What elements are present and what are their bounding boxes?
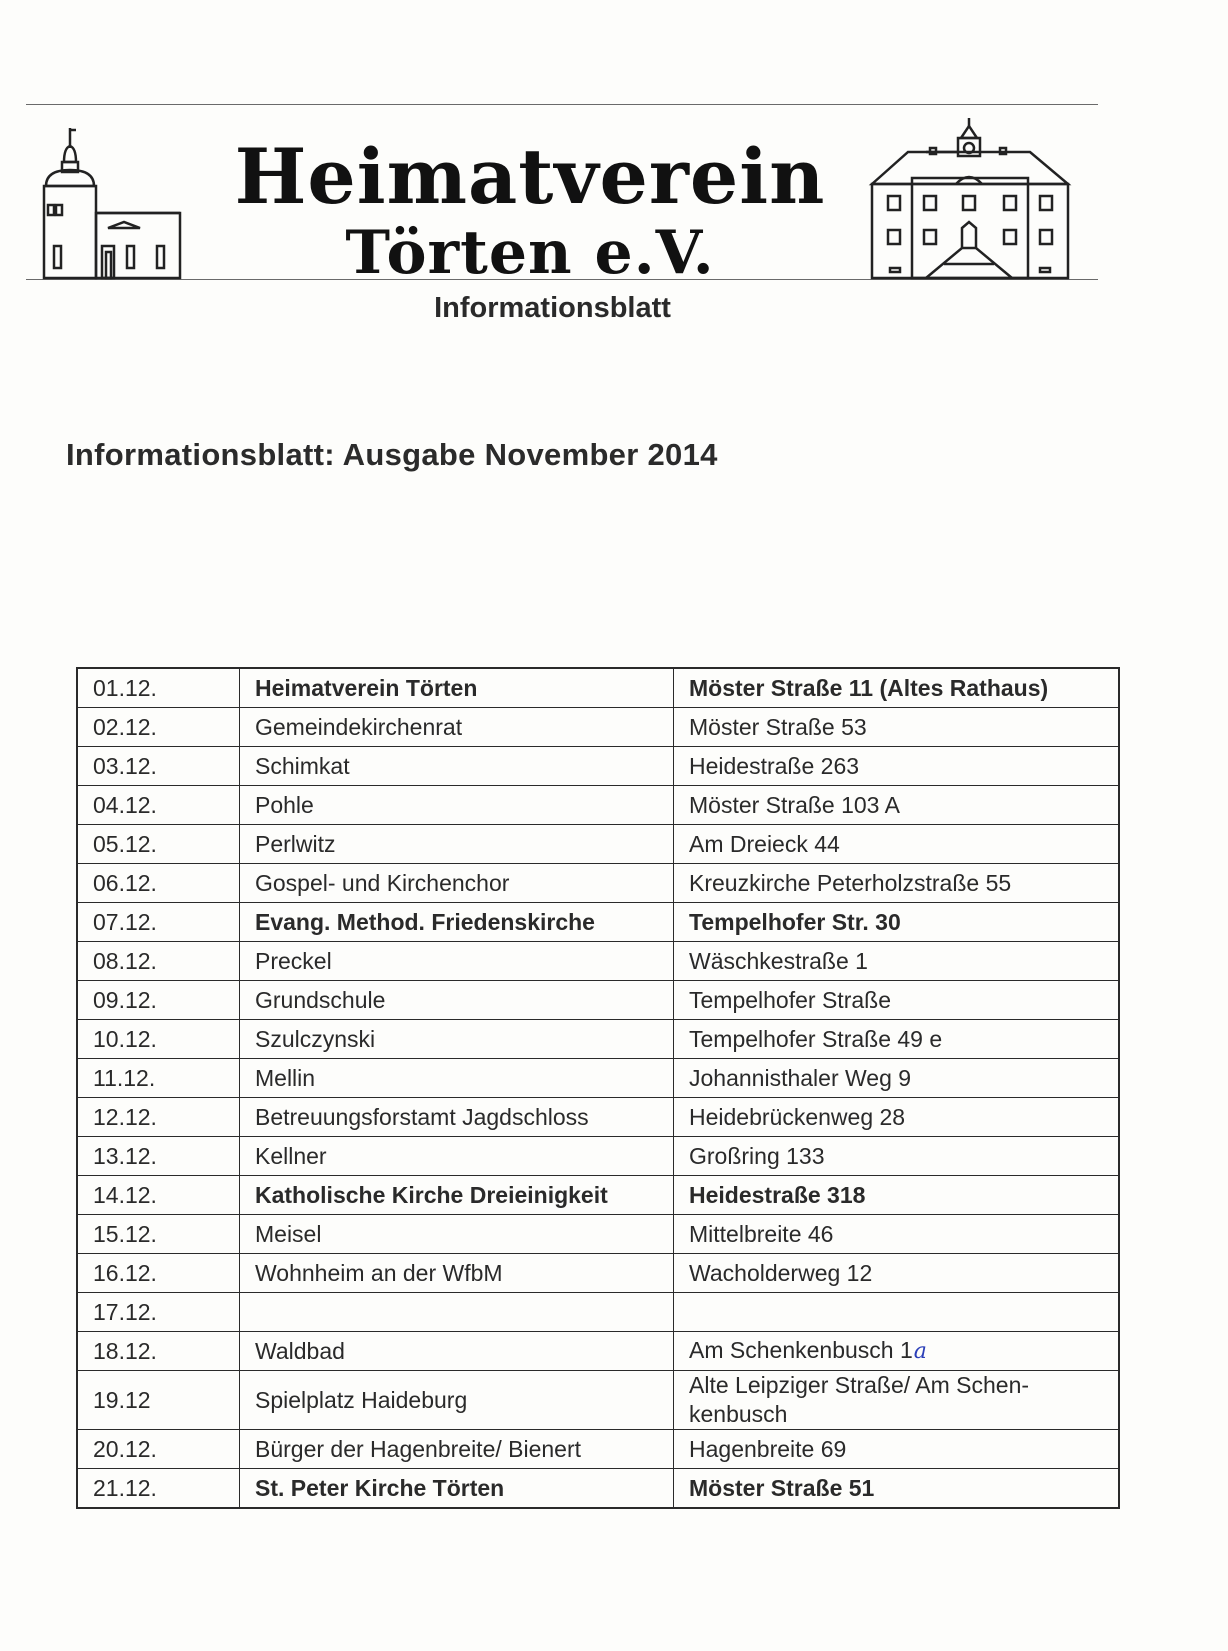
- address-text: Hagenbreite 69: [689, 1435, 847, 1462]
- brand-location: Törten e.V.: [345, 218, 715, 288]
- date-cell: 09.12.: [77, 981, 240, 1020]
- address-cell: [674, 668, 1120, 708]
- host-cell: Katholische Kirche Dreieinigkeit: [240, 1176, 674, 1215]
- host-cell: Kellner: [240, 1137, 674, 1176]
- host-cell: Bürger der Hagenbreite/ Bienert: [240, 1430, 674, 1469]
- host-cell: [240, 1293, 674, 1332]
- address-cell: [674, 1254, 1120, 1293]
- address-line: kenbusch: [689, 1401, 788, 1427]
- table-row: [77, 1176, 1119, 1215]
- date-cell: 21.12.: [77, 1469, 240, 1509]
- table-row: [77, 864, 1119, 903]
- church-logo-icon: [40, 128, 190, 283]
- table-row: [77, 825, 1119, 864]
- host-cell: Schimkat: [240, 747, 674, 786]
- address-text: Möster Straße 11 (Altes Rathaus): [689, 674, 1049, 701]
- table-row: [77, 1293, 1119, 1332]
- address-cell: [674, 1215, 1120, 1254]
- brand-name: Heimatverein: [234, 132, 826, 221]
- address-cell: [674, 708, 1120, 747]
- address-cell: [674, 1137, 1120, 1176]
- host-cell: Mellin: [240, 1059, 674, 1098]
- date-cell: 16.12.: [77, 1254, 240, 1293]
- table-row: [77, 1059, 1119, 1098]
- table-row: [77, 1332, 1119, 1371]
- address-cell: [674, 1098, 1120, 1137]
- date-cell: 17.12.: [77, 1293, 240, 1332]
- host-cell: Gemeindekirchenrat: [240, 708, 674, 747]
- date-cell: 07.12.: [77, 903, 240, 942]
- host-cell: Evang. Method. Friedenskirche: [240, 903, 674, 942]
- table-row: [77, 1098, 1119, 1137]
- date-cell: 19.12: [77, 1371, 240, 1430]
- address-text: Am Schenkenbusch 1: [689, 1337, 913, 1363]
- date-cell: 10.12.: [77, 1020, 240, 1059]
- date-cell: 13.12.: [77, 1137, 240, 1176]
- date-cell: 03.12.: [77, 747, 240, 786]
- address-cell: [674, 864, 1120, 903]
- date-cell: 14.12.: [77, 1176, 240, 1215]
- address-text: Heidestraße 318: [689, 1181, 866, 1208]
- host-cell: Betreuungsforstamt Jagdschloss: [240, 1098, 674, 1137]
- table-row: [77, 903, 1119, 942]
- address-line: Alte Leipziger Straße/ Am Schen-: [689, 1372, 1030, 1398]
- address-cell: [674, 1371, 1120, 1430]
- address-cell: [674, 1059, 1120, 1098]
- table-row: [77, 668, 1119, 708]
- issue-title: Informationsblatt: Ausgabe November 2014: [66, 437, 718, 472]
- table-row: [77, 1469, 1119, 1509]
- handwritten-note: a: [913, 1339, 927, 1364]
- address-cell: [674, 1469, 1120, 1509]
- address-cell: [674, 1176, 1120, 1215]
- date-cell: 11.12.: [77, 1059, 240, 1098]
- host-cell: Szulczynski: [240, 1020, 674, 1059]
- host-cell: Waldbad: [240, 1332, 674, 1371]
- table-row: [77, 1430, 1119, 1469]
- address-cell: [674, 786, 1120, 825]
- schedule-table: [76, 667, 1120, 1509]
- address-cell: [674, 1430, 1120, 1469]
- table-row: [77, 1215, 1119, 1254]
- address-cell: [674, 942, 1120, 981]
- date-cell: 05.12.: [77, 825, 240, 864]
- address-cell: [674, 1293, 1120, 1332]
- address-cell: [674, 747, 1120, 786]
- host-cell: Heimatverein Törten: [240, 668, 674, 708]
- host-cell: Spielplatz Haideburg: [240, 1371, 674, 1430]
- address-text: Heidebrückenweg 28: [689, 1103, 906, 1130]
- date-cell: 08.12.: [77, 942, 240, 981]
- table-row: [77, 708, 1119, 747]
- table-row: [77, 1254, 1119, 1293]
- address-cell: [674, 1020, 1120, 1059]
- address-cell: [674, 981, 1120, 1020]
- table-row: [77, 1137, 1119, 1176]
- address-text: Wacholderweg 12: [689, 1259, 873, 1286]
- address-text: Tempelhofer Straße 49 e: [689, 1025, 943, 1052]
- date-cell: 20.12.: [77, 1430, 240, 1469]
- date-cell: 12.12.: [77, 1098, 240, 1137]
- address-text: Tempelhofer Str. 30: [689, 908, 901, 935]
- date-cell: 04.12.: [77, 786, 240, 825]
- address-text: Johannisthaler Weg 9: [689, 1064, 912, 1091]
- address-cell: [674, 903, 1120, 942]
- address-text: Möster Straße 51: [689, 1474, 875, 1501]
- address-cell: [674, 825, 1120, 864]
- manor-house-logo-icon: [868, 118, 1074, 280]
- host-cell: Meisel: [240, 1215, 674, 1254]
- address-text: Kreuzkirche Peterholzstraße 55: [689, 869, 1012, 896]
- address-text: Tempelhofer Straße: [689, 986, 891, 1013]
- table-row: [77, 1371, 1119, 1430]
- date-cell: 15.12.: [77, 1215, 240, 1254]
- date-cell: 02.12.: [77, 708, 240, 747]
- address-text: Mittelbreite 46: [689, 1220, 834, 1247]
- schedule-table-body: [77, 668, 1119, 1508]
- header-rule-top: [26, 104, 1098, 105]
- date-cell: 18.12.: [77, 1332, 240, 1371]
- date-cell: 01.12.: [77, 668, 240, 708]
- table-row: [77, 942, 1119, 981]
- host-cell: Pohle: [240, 786, 674, 825]
- table-row: [77, 747, 1119, 786]
- address-text: Möster Straße 103 A: [689, 791, 900, 818]
- table-row: [77, 1020, 1119, 1059]
- header-subtitle: Informationsblatt: [434, 292, 671, 324]
- address-text: Wäschkestraße 1: [689, 947, 868, 974]
- host-cell: Preckel: [240, 942, 674, 981]
- host-cell: Gospel- und Kirchenchor: [240, 864, 674, 903]
- table-row: [77, 981, 1119, 1020]
- address-text: Heidestraße 263: [689, 752, 860, 779]
- address-text: Großring 133: [689, 1142, 825, 1169]
- table-row: [77, 786, 1119, 825]
- date-cell: 06.12.: [77, 864, 240, 903]
- address-text: Am Dreieck 44: [689, 830, 840, 857]
- address-text: Möster Straße 53: [689, 713, 867, 740]
- host-cell: Grundschule: [240, 981, 674, 1020]
- host-cell: Perlwitz: [240, 825, 674, 864]
- host-cell: Wohnheim an der WfbM: [240, 1254, 674, 1293]
- host-cell: St. Peter Kirche Törten: [240, 1469, 674, 1509]
- address-cell: [674, 1332, 1120, 1371]
